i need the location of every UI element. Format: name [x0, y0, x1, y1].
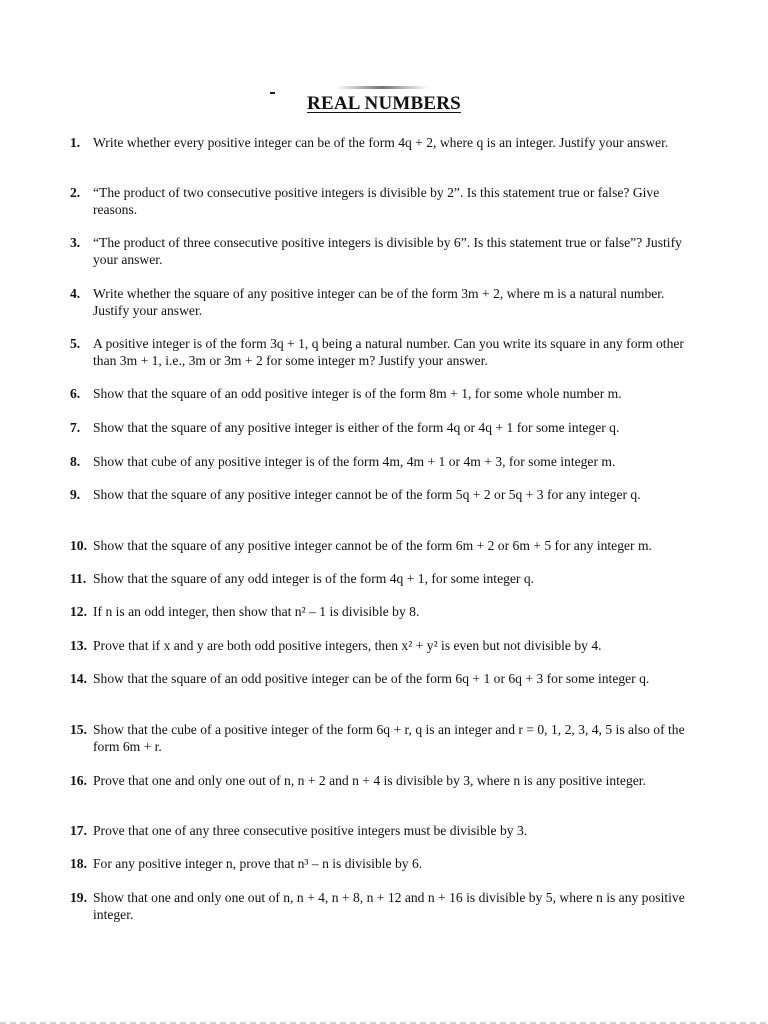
question-text: A positive integer is of the form 3q + 1, q being a natural number. Can you write its square in any form other than 3m + 1, i.e., 3m or 3m + 2 for some integer m? Justify your answer. [93, 336, 684, 368]
question-item [70, 772, 694, 789]
question-text: For any positive integer n, prove that n³ – n is divisible by 6. [93, 856, 423, 871]
question-number: 15. [70, 722, 87, 737]
question-number: 18. [70, 856, 87, 871]
question-number: 9. [70, 487, 81, 502]
question-number: 13. [70, 638, 87, 653]
question-number: 3. [70, 235, 81, 250]
question-number: 19. [70, 890, 87, 905]
question-item [70, 670, 694, 687]
question-text: Write whether every positive integer can be of the form 4q + 2, where q is an integer. Justify your answer. [93, 135, 669, 150]
question-item [70, 285, 694, 319]
question-text: Prove that one and only one out of n, n + 2 and n + 4 is divisible by 3, where n is any positive integer. [93, 773, 646, 788]
question-number: 1. [70, 135, 81, 150]
question-item [70, 537, 694, 554]
question-item [70, 234, 694, 268]
question-number: 4. [70, 286, 81, 301]
question-text: If n is an odd integer, then show that n² – 1 is divisible by 8. [93, 604, 420, 619]
question-number: 17. [70, 823, 87, 838]
question-number: 12. [70, 604, 87, 619]
question-number: 7. [70, 420, 81, 435]
question-item [70, 385, 694, 402]
page-title: REAL NUMBERS [307, 93, 461, 114]
question-item [70, 453, 694, 470]
question-text: “The product of three consecutive positive integers is divisible by 6”. Is this statement true or false”? Justify your answer. [93, 235, 682, 267]
question-item [70, 822, 694, 839]
question-item [70, 721, 694, 755]
question-item [70, 889, 694, 923]
question-text: Show that the square of an odd positive integer can be of the form 6q + 1 or 6q + 3 for some integer q. [93, 671, 650, 686]
question-item [70, 603, 694, 620]
question-number: 14. [70, 671, 87, 686]
question-number: 16. [70, 773, 87, 788]
question-text: Show that the square of an odd positive integer is of the form 8m + 1, for some whole number m. [93, 386, 622, 401]
question-item [70, 637, 694, 654]
question-number: 11. [70, 571, 87, 586]
question-text: Show that the square of any positive integer cannot be of the form 5q + 2 or 5q + 3 for any integer q. [93, 487, 641, 502]
question-item [70, 855, 694, 872]
question-item [70, 134, 694, 151]
question-text: Prove that one of any three consecutive positive integers must be divisible by 3. [93, 823, 528, 838]
question-item [70, 184, 694, 218]
question-item [70, 335, 694, 369]
question-text: Write whether the square of any positive integer can be of the form 3m + 2, where m is a natural number. Justify your answer. [93, 286, 665, 318]
question-text: Show that the square of any odd integer is of the form 4q + 1, for some integer q. [93, 571, 535, 586]
question-text: Prove that if x and y are both odd positive integers, then x² + y² is even but not divisible by 4. [93, 638, 602, 653]
question-number: 8. [70, 454, 81, 469]
question-text: “The product of two consecutive positive integers is divisible by 2”. Is this statement true or false? Give reasons. [93, 185, 660, 217]
question-number: 10. [70, 538, 87, 553]
question-item [70, 486, 694, 503]
question-text: Show that the square of any positive integer cannot be of the form 6m + 2 or 6m + 5 for any integer m. [93, 538, 652, 553]
question-item [70, 570, 694, 587]
question-text: Show that cube of any positive integer is of the form 4m, 4m + 1 or 4m + 3, for some integer m. [93, 454, 616, 469]
question-text: Show that the square of any positive integer is either of the form 4q or 4q + 1 for some integer q. [93, 420, 620, 435]
question-text: Show that one and only one out of n, n + 4, n + 8, n + 12 and n + 16 is divisible by 5, where n is any positive integer. [93, 890, 685, 922]
question-number: 2. [70, 185, 81, 200]
scan-artifact [336, 86, 428, 89]
question-number: 6. [70, 386, 81, 401]
question-text: Show that the cube of a positive integer of the form 6q + r, q is an integer and r = 0, 1, 2, 3, 4, 5 is also of the form 6m + r. [93, 722, 685, 754]
question-number: 5. [70, 336, 81, 351]
question-item [70, 419, 694, 436]
